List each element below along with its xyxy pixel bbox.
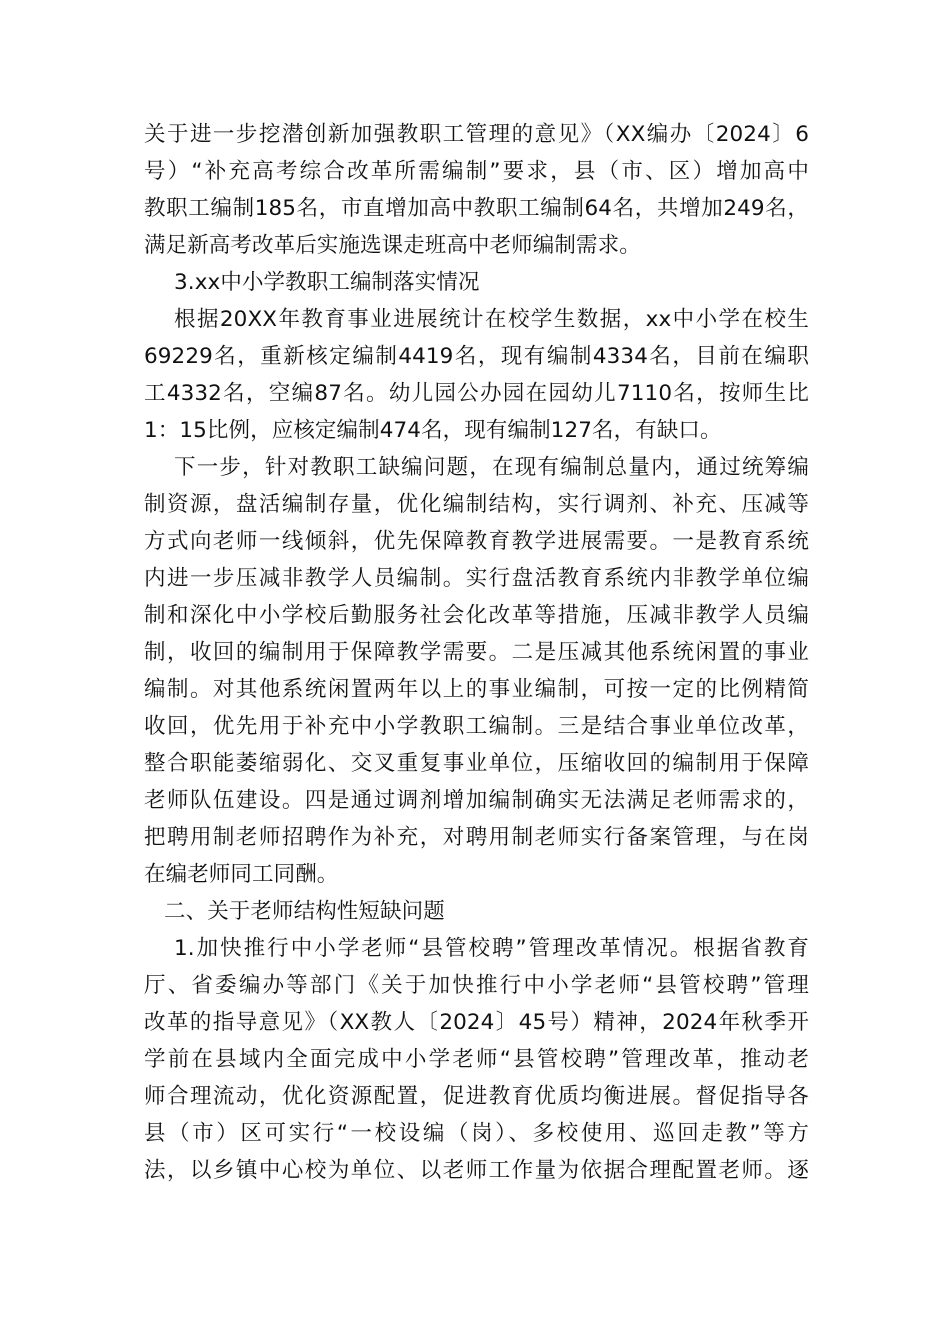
text-line: 69229名，重新核定编制4419名，现有编制4334名，目前在编职 <box>144 344 809 369</box>
text-line: 内进一步压减非教学人员编制。实行盘活教育系统内非教学单位编 <box>144 566 809 591</box>
text-line: 1：15比例，应核定编制474名，现有编制127名，有缺口。 <box>144 418 722 443</box>
text-line: 工4332名，空编87名。幼儿园公办园在园幼儿7110名，按师生比 <box>144 381 809 406</box>
text-line: 法，以乡镇中心校为单位、以老师工作量为依据合理配置老师。逐 <box>144 1158 809 1183</box>
text-line: 制资源，盘活编制存量，优化编制结构，实行调剂、补充、压减等 <box>144 492 809 517</box>
text-line: 厅、省委编办等部门《关于加快推行中小学老师“县管校聘”管理 <box>144 973 809 998</box>
text-line: 老师队伍建设。四是通过调剂增加编制确实无法满足老师需求的， <box>144 788 809 813</box>
text-line: 学前在县域内全面完成中小学老师“县管校聘”管理改革，推动老 <box>144 1047 809 1072</box>
paragraph-first-line: 根据20XX年教育事业进展统计在校学生数据，xx中小学在校生 <box>174 307 809 332</box>
text-line: 整合职能萎缩弱化、交叉重复事业单位，压缩收回的编制用于保障 <box>144 751 809 776</box>
text-line: 改革的指导意见》（XX教人〔2024〕45号）精神，2024年秋季开 <box>144 1010 809 1035</box>
text-line: 号）“补充高考综合改革所需编制”要求，县（市、区）增加高中 <box>144 159 809 184</box>
paragraph-first-line: 下一步，针对教职工缺编问题，在现有编制总量内，通过统筹编 <box>174 455 809 480</box>
text-line: 把聘用制老师招聘作为补充，对聘用制老师实行备案管理，与在岗 <box>144 825 809 850</box>
text-line: 方式向老师一线倾斜，优先保障教育教学进展需要。一是教育系统 <box>144 529 809 554</box>
text-line: 编制。对其他系统闲置两年以上的事业编制，可按一定的比例精简 <box>144 677 809 702</box>
text-line: 在编老师同工同酬。 <box>144 862 339 887</box>
text-line: 收回，优先用于补充中小学教职工编制。三是结合事业单位改革， <box>144 714 809 739</box>
paragraph-first-line: 1.加快推行中小学老师“县管校聘”管理改革情况。根据省教育 <box>174 936 809 961</box>
section-subheading: 3.xx中小学教职工编制落实情况 <box>174 270 480 295</box>
text-line: 满足新高考改革后实施选课走班高中老师编制需求。 <box>144 233 641 258</box>
text-line: 制和深化中小学校后勤服务社会化改革等措施，压减非教学人员编 <box>144 603 809 628</box>
text-line: 县（市）区可实行“一校设编（岗）、多校使用、巡回走教”等方 <box>144 1121 809 1146</box>
text-line: 师合理流动，优化资源配置，促进教育优质均衡进展。督促指导各 <box>144 1084 809 1109</box>
text-line: 教职工编制185名，市直增加高中教职工编制64名，共增加249名， <box>144 196 809 221</box>
text-line: 关于进一步挖潜创新加强教职工管理的意见》（XX编办〔2024〕6 <box>144 122 809 147</box>
text-line: 制，收回的编制用于保障教学需要。二是压减其他系统闲置的事业 <box>144 640 809 665</box>
section-heading: 二、关于老师结构性短缺问题 <box>164 899 445 924</box>
